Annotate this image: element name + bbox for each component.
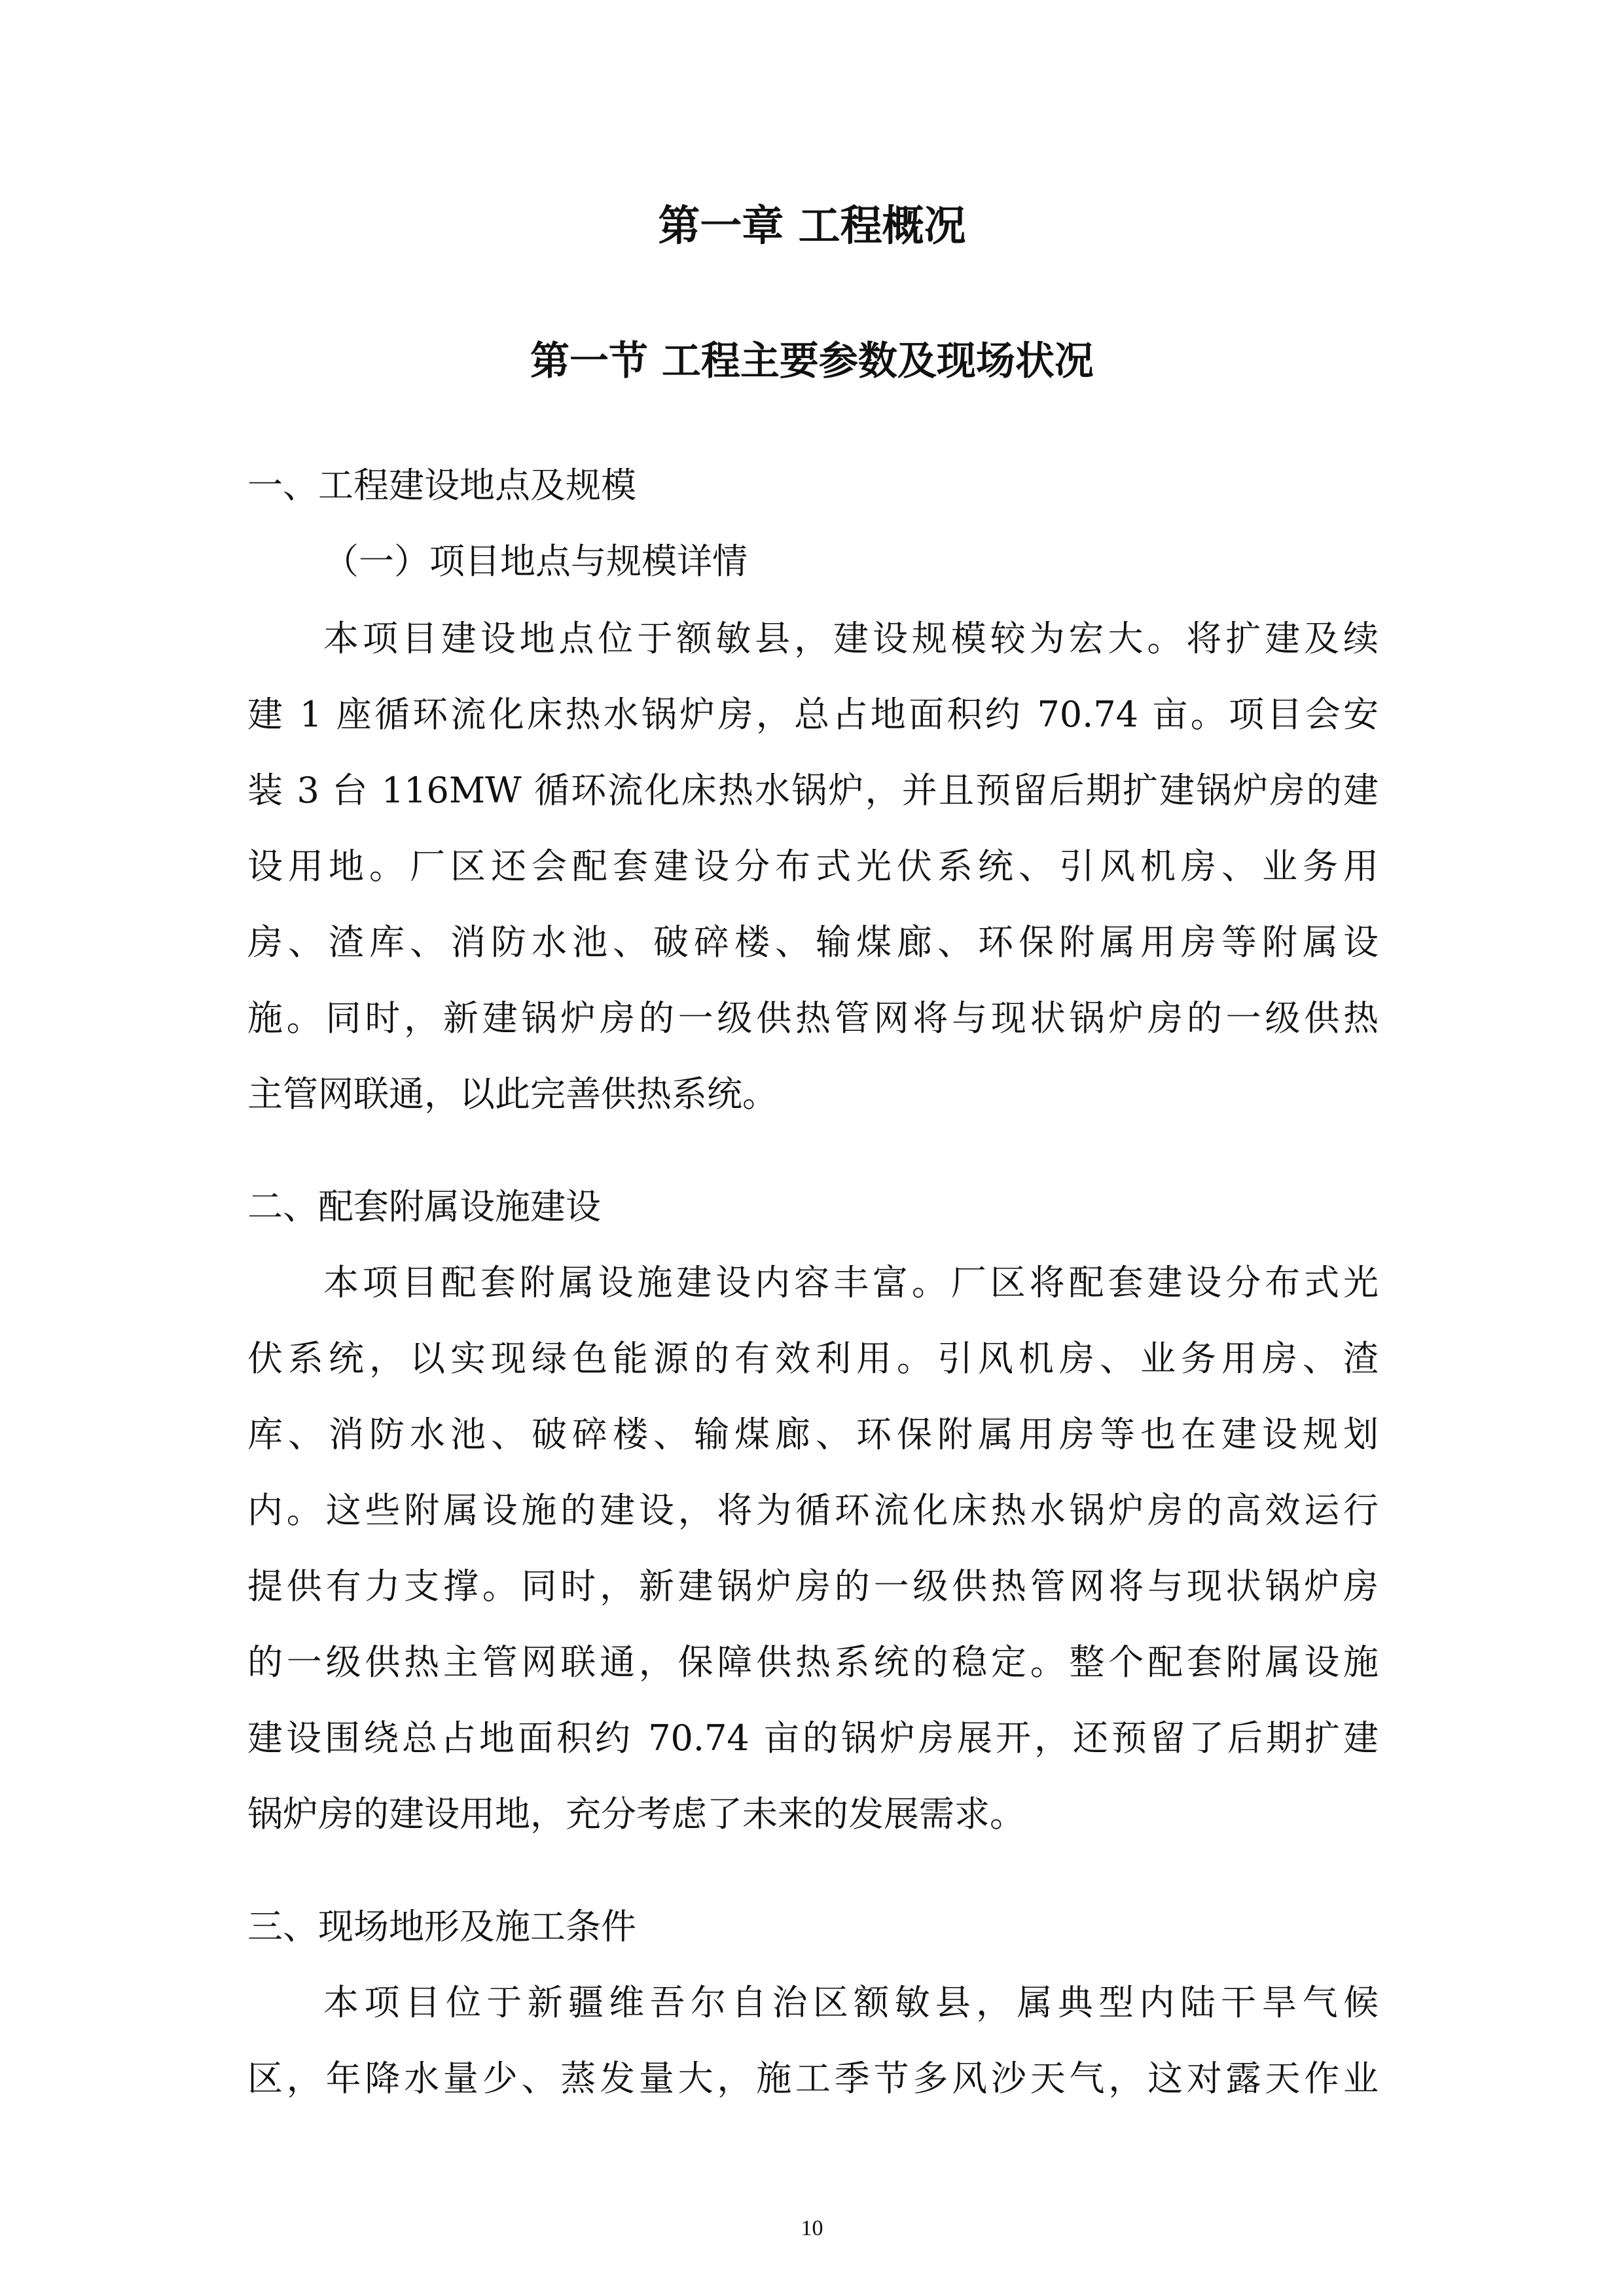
paragraph-line: 建 1 座循环流化床热水锅炉房，总占地面积约 70.74 亩。项目会安 xyxy=(247,694,1379,735)
paragraph-line: 伏系统，以实现绿色能源的有效利用。引风机房、业务用房、渣 xyxy=(247,1338,1379,1379)
paragraph-line: 设用地。厂区还会配套建设分布式光伏系统、引风机房、业务用 xyxy=(247,846,1379,887)
paragraph-line: 本项目配套附属设施建设内容丰富。厂区将配套建设分布式光 xyxy=(323,1262,1379,1303)
paragraph-line: 锅炉房的建设用地，充分考虑了未来的发展需求。 xyxy=(247,1793,1025,1835)
page-number: 10 xyxy=(801,2216,823,2240)
chapter-title: 第一章 工程概况 xyxy=(658,202,966,251)
paragraph-line: 建设围绕总占地面积约 70.74 亩的锅炉房展开，还预留了后期扩建 xyxy=(247,1717,1379,1759)
section-3-heading: 三、现场地形及施工条件 xyxy=(247,1906,636,1947)
paragraph-line: 本项目位于新疆维吾尔自治区额敏县，属典型内陆干旱气候 xyxy=(323,1982,1379,2023)
paragraph-line: 本项目建设地点位于额敏县，建设规模较为宏大。将扩建及续 xyxy=(323,618,1379,659)
paragraph-line: 主管网联通，以此完善供热系统。 xyxy=(247,1073,778,1115)
paragraph-line: 施。同时，新建锅炉房的一级供热管网将与现状锅炉房的一级供热 xyxy=(247,997,1379,1039)
paragraph-line: 装 3 台 116MW 循环流化床热水锅炉，并且预留后期扩建锅炉房的建 xyxy=(247,770,1379,811)
paragraph-line: 库、消防水池、破碎楼、输煤廊、环保附属用房等也在建设规划 xyxy=(247,1414,1379,1455)
section-title: 第一节 工程主要参数及现场状况 xyxy=(530,338,1094,384)
paragraph-line: 内。这些附属设施的建设，将为循环流化床热水锅炉房的高效运行 xyxy=(247,1490,1379,1531)
paragraph-line: 区，年降水量少、蒸发量大，施工季节多风沙天气，这对露天作业 xyxy=(247,2058,1379,2099)
section-2-heading: 二、配套附属设施建设 xyxy=(247,1186,601,1227)
paragraph-line: 房、渣库、消防水池、破碎楼、输煤廊、环保附属用房等附属设 xyxy=(247,922,1379,963)
paragraph-line: 提供有力支撑。同时，新建锅炉房的一级供热管网将与现状锅炉房 xyxy=(247,1566,1379,1607)
section-1-heading: 一、工程建设地点及规模 xyxy=(247,465,636,506)
section-1-subheading: （一）项目地点与规模详情 xyxy=(323,541,748,582)
paragraph-line: 的一级供热主管网联通，保障供热系统的稳定。整个配套附属设施 xyxy=(247,1641,1379,1683)
